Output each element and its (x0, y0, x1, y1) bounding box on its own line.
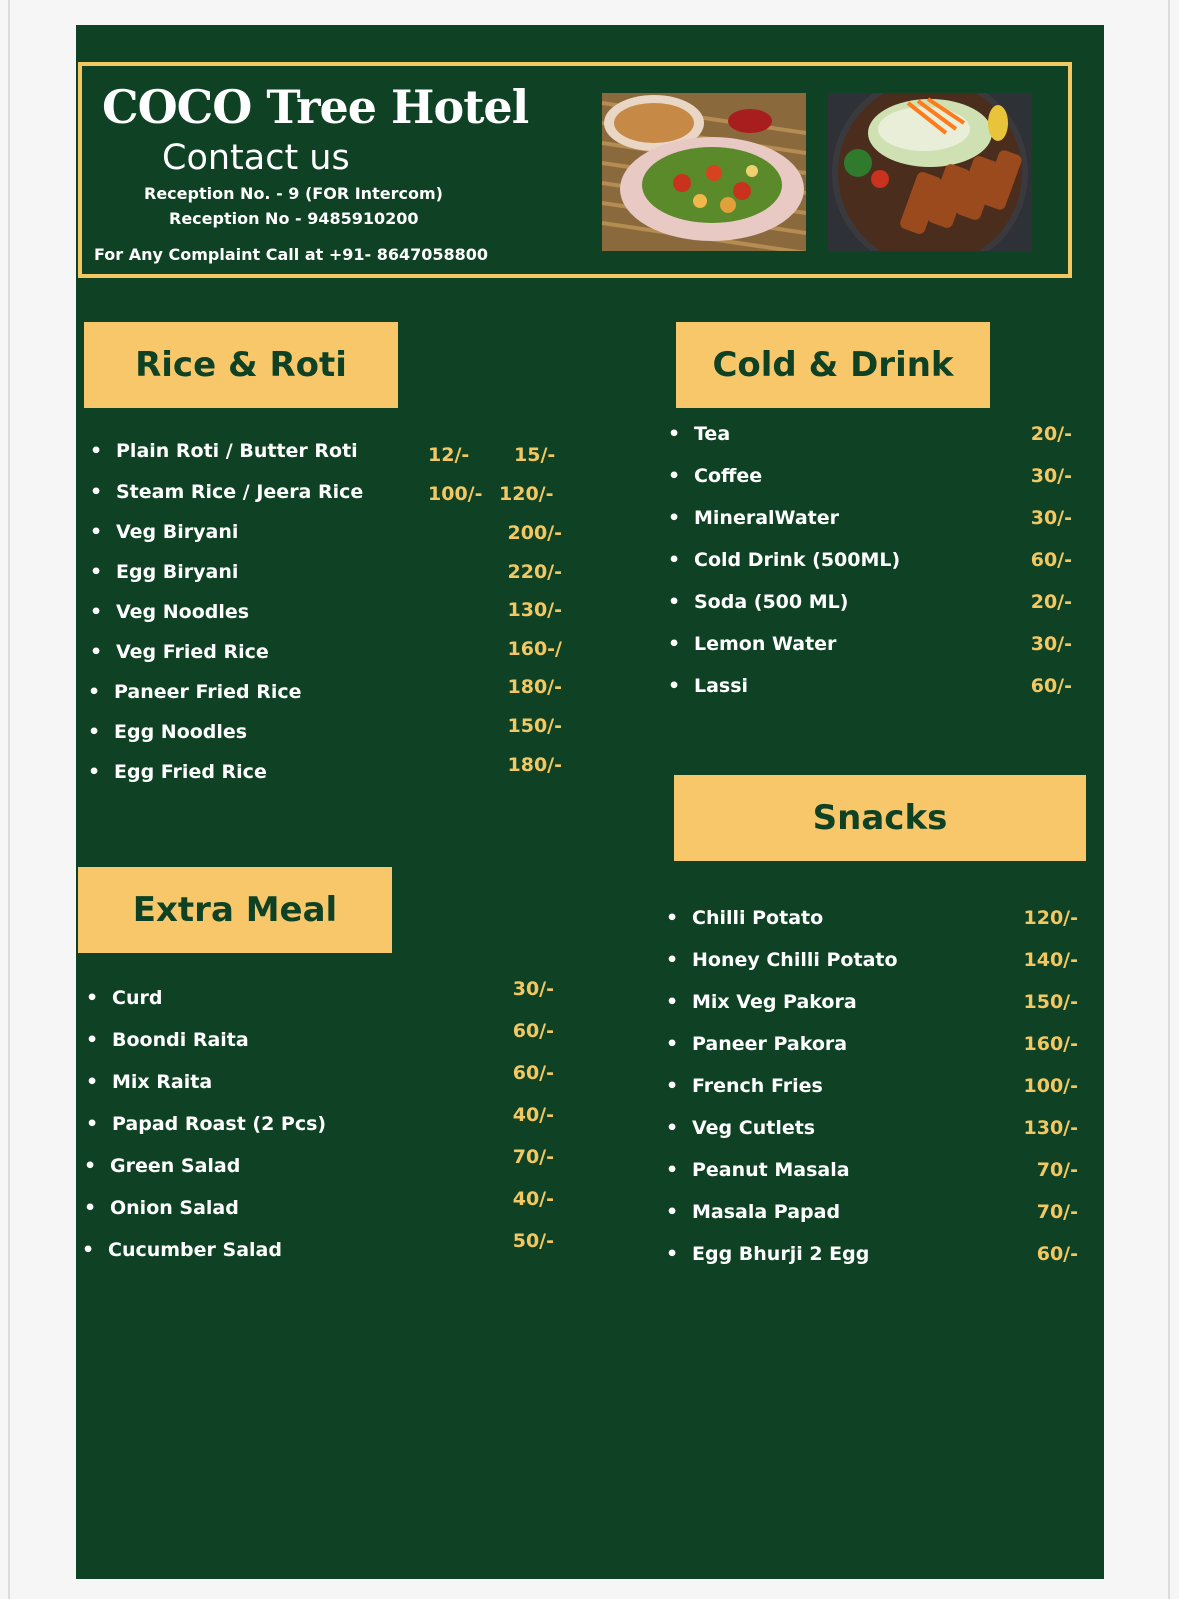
menu-item: • Lemon Water (668, 633, 837, 655)
menu-item: • Masala Papad (666, 1201, 841, 1223)
item-price: 160-/ (507, 638, 562, 660)
item-price: 50/- (512, 1230, 554, 1252)
item-price: 60/- (512, 1020, 554, 1042)
item-price: 60/- (1036, 1243, 1078, 1265)
contact-header (78, 62, 1072, 278)
menu-item: • Mix Raita (86, 1071, 213, 1093)
item-price: 180/- (507, 676, 562, 698)
menu-item: • Veg Cutlets (666, 1117, 816, 1139)
menu-item: • Plain Roti / Butter Roti (90, 440, 358, 462)
item-price: 40/- (512, 1188, 554, 1210)
item-price: 150/- (1023, 991, 1078, 1013)
menu-item: • Egg Fried Rice (88, 761, 267, 783)
menu-item: • Veg Noodles (90, 601, 250, 623)
rice-roti-title: Rice & Roti (135, 345, 347, 385)
menu-item: • Egg Noodles (88, 721, 248, 743)
menu-item: • Cold Drink (500ML) (668, 549, 901, 571)
menu-item: • Curd (86, 987, 163, 1009)
item-price: 20/- (1030, 591, 1072, 613)
item-price: 150/- (507, 715, 562, 737)
item-price: 130/- (507, 599, 562, 621)
item-price: 60/- (512, 1062, 554, 1084)
menu-item: • Paneer Pakora (666, 1033, 848, 1055)
menu-item: • Veg Biryani (90, 521, 239, 543)
page-edge-left (8, 0, 10, 1599)
menu-item: • French Fries (666, 1075, 823, 1097)
menu-item: • Chilli Potato (666, 907, 824, 929)
menu-item: • Egg Biryani (90, 561, 239, 583)
extra-meal-banner (78, 867, 392, 953)
hotel-name: COCO Tree Hotel (102, 80, 529, 134)
item-price: 40/- (512, 1104, 554, 1126)
item-price: 60/- (1030, 675, 1072, 697)
snacks-banner (674, 775, 1086, 861)
snacks-title: Snacks (812, 798, 948, 838)
complaint-line: For Any Complaint Call at +91- 8647058800 (94, 245, 489, 264)
item-price: 140/- (1023, 949, 1078, 971)
menu-card (76, 25, 1104, 1579)
item-price: 130/- (1023, 1117, 1078, 1139)
item-price: 100/- (1023, 1075, 1078, 1097)
item-price: 30/- (512, 978, 554, 1000)
contact-heading: Contact us (162, 138, 350, 178)
item-price: 12/- (428, 444, 470, 466)
menu-item: • Boondi Raita (86, 1029, 249, 1051)
item-price-secondary: 120/- (499, 483, 554, 505)
extra-meal-title: Extra Meal (132, 890, 338, 930)
item-price: 70/- (1036, 1201, 1078, 1223)
item-price: 100/- (428, 483, 483, 505)
item-price: 30/- (1030, 507, 1072, 529)
item-price: 30/- (1030, 465, 1072, 487)
menu-item: • Green Salad (84, 1155, 241, 1177)
cold-drink-title: Cold & Drink (712, 345, 954, 385)
menu-item: • Lassi (668, 675, 749, 697)
reception-phone: Reception No - 9485910200 (169, 209, 419, 228)
menu-item: • Paneer Fried Rice (88, 681, 302, 703)
page-edge-right (1168, 0, 1170, 1599)
food-plate-salad-icon (602, 93, 806, 251)
item-price: 160/- (1023, 1033, 1078, 1055)
menu-item: • Papad Roast (2 Pcs) (86, 1113, 327, 1135)
rice-roti-banner (84, 322, 398, 408)
menu-item: • Peanut Masala (666, 1159, 850, 1181)
item-price: 180/- (507, 754, 562, 776)
menu-item: • Honey Chilli Potato (666, 949, 898, 971)
item-price: 60/- (1030, 549, 1072, 571)
menu-item: • Egg Bhurji 2 Egg (666, 1243, 870, 1265)
item-price: 70/- (512, 1146, 554, 1168)
item-price: 20/- (1030, 423, 1072, 445)
menu-item: • Mix Veg Pakora (666, 991, 857, 1013)
menu-item: • Cucumber Salad (82, 1239, 282, 1261)
item-price: 30/- (1030, 633, 1072, 655)
item-price-secondary: 15/- (514, 444, 556, 466)
menu-item: • MineralWater (668, 507, 839, 529)
cold-drink-banner (676, 322, 990, 408)
menu-item: • Coffee (668, 465, 763, 487)
item-price: 220/- (507, 561, 562, 583)
menu-item: • Steam Rice / Jeera Rice (90, 481, 364, 503)
item-price: 200/- (507, 522, 562, 544)
menu-item: • Soda (500 ML) (668, 591, 849, 613)
grilled-chicken-plate-icon (828, 93, 1032, 251)
menu-item: • Onion Salad (84, 1197, 239, 1219)
item-price: 70/- (1036, 1159, 1078, 1181)
item-price: 120/- (1023, 907, 1078, 929)
reception-intercom: Reception No. - 9 (FOR Intercom) (144, 184, 443, 203)
menu-item: • Tea (668, 423, 731, 445)
menu-item: • Veg Fried Rice (90, 641, 269, 663)
